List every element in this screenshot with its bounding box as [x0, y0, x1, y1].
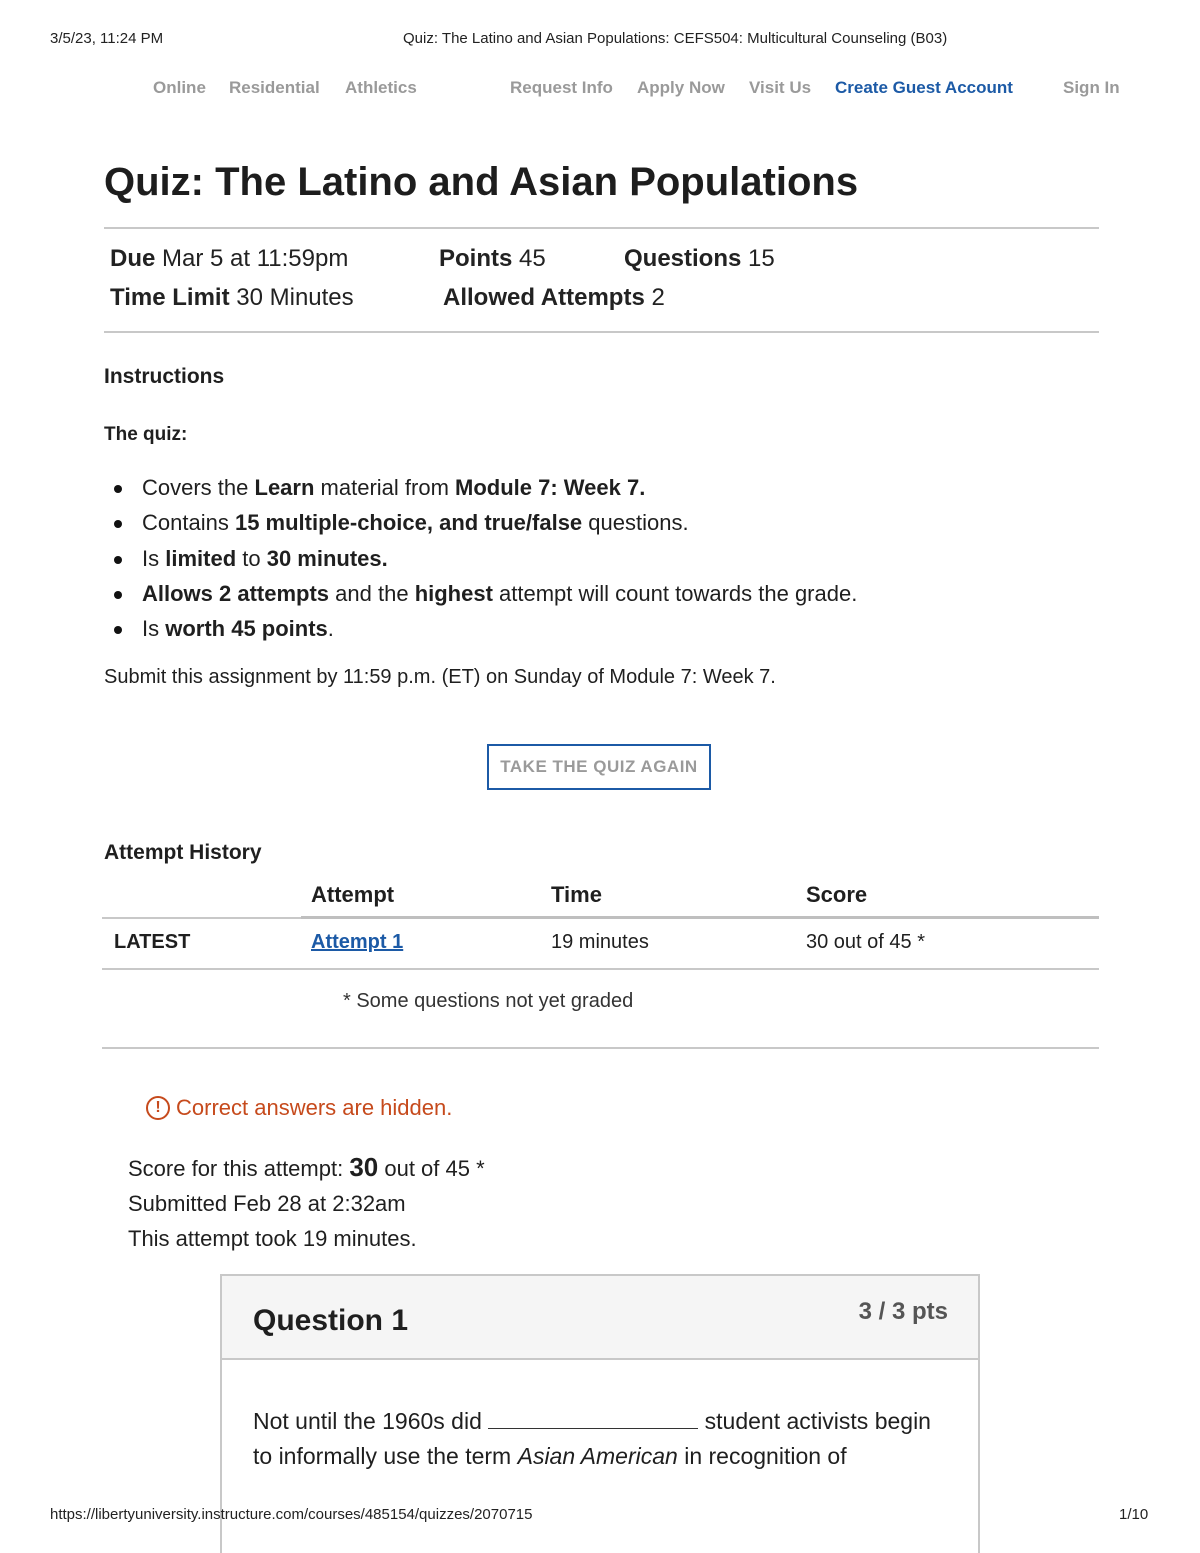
divider [104, 227, 1099, 229]
duration-line: This attempt took 19 minutes. [128, 1226, 417, 1251]
points-value: 45 [519, 245, 546, 272]
attempt-score: 30 out of 45 * [806, 931, 925, 953]
nav-residential[interactable]: Residential [229, 78, 320, 97]
header-rule [301, 916, 1099, 919]
allowed-attempts-label: Allowed Attempts [443, 284, 645, 311]
submit-note: Submit this assignment by 11:59 p.m. (ET) on Sunday of Module 7: Week 7. [104, 666, 776, 688]
question-points: 3 / 3 pts [858, 1298, 948, 1325]
instructions-heading: Instructions [104, 365, 225, 388]
alert-icon: ! [146, 1096, 170, 1120]
attempt-history-heading: Attempt History [104, 841, 262, 864]
question-text: Not until the 1960s did student activists begin to informally use the term Asian American in recognition of [253, 1408, 931, 1469]
nav-request-info[interactable]: Request Info [510, 78, 613, 97]
questions-value: 15 [748, 245, 775, 272]
hidden-answers-notice [146, 1095, 452, 1121]
list-item: Is limited to 30 minutes. [112, 543, 857, 578]
nav-online[interactable]: Online [153, 78, 206, 97]
row-rule [102, 968, 1099, 970]
allowed-attempts-value: 2 [651, 284, 665, 311]
nav-athletics[interactable]: Athletics [345, 78, 417, 97]
allowed-attempts-info [443, 284, 665, 312]
questions-info [624, 245, 775, 273]
due-value: Mar 5 at 11:59pm [162, 245, 349, 272]
divider [104, 331, 1099, 333]
take-quiz-again-button[interactable]: TAKE THE QUIZ AGAIN [487, 744, 711, 790]
instructions-intro: The quiz: [104, 424, 188, 445]
attempt-score-value: 30 [349, 1152, 379, 1182]
print-datetime: 3/5/23, 11:24 PM [50, 30, 164, 47]
question-title: Question 1 [253, 1304, 409, 1337]
question-header [222, 1276, 978, 1360]
points-label: Points [439, 245, 513, 272]
col-time: Time [551, 882, 602, 907]
submitted-line: Submitted Feb 28 at 2:32am [128, 1191, 406, 1216]
blank-line [488, 1410, 698, 1429]
nav-sign-in[interactable]: Sign In [1063, 78, 1120, 97]
points-info [439, 245, 546, 273]
list-item: Contains 15 multiple-choice, and true/false questions. [112, 507, 857, 542]
due-label: Due [110, 245, 156, 272]
col-attempt: Attempt [311, 882, 395, 907]
col-score: Score [806, 882, 868, 907]
due-info [110, 245, 348, 273]
attempt-time: 19 minutes [551, 931, 649, 953]
questions-label: Questions [624, 245, 742, 272]
nav-apply-now[interactable]: Apply Now [637, 78, 725, 97]
list-item: Is worth 45 points. [112, 613, 857, 648]
attempt-link[interactable]: Attempt 1 [311, 931, 404, 953]
divider [102, 1047, 1099, 1049]
instructions-list [112, 472, 857, 648]
nav-create-guest-account[interactable]: Create Guest Account [835, 78, 1013, 97]
header-rule [102, 917, 301, 919]
latest-tag: LATEST [114, 931, 191, 953]
list-item: Covers the Learn material from Module 7: Week 7. [112, 472, 857, 507]
nav-visit-us[interactable]: Visit Us [749, 78, 812, 97]
print-page-number: 1/10 [1119, 1506, 1149, 1523]
page-title: Quiz: The Latino and Asian Populations [104, 160, 859, 204]
grading-footnote: * Some questions not yet graded [343, 990, 634, 1012]
list-item: Allows 2 attempts and the highest attempt will count towards the grade. [112, 578, 857, 613]
print-doc-title: Quiz: The Latino and Asian Populations: CEFS504: Multicultural Counseling (B03) [403, 30, 948, 47]
time-limit-label: Time Limit [110, 284, 230, 311]
attempt-score-line: Score for this attempt: 30 out of 45 * [128, 1152, 485, 1182]
print-url: https://libertyuniversity.instructure.com/courses/485154/quizzes/2070715 [50, 1506, 533, 1523]
notice-text: Correct answers are hidden. [176, 1095, 453, 1120]
time-limit-value: 30 Minutes [236, 284, 354, 311]
time-limit-info [110, 284, 354, 312]
